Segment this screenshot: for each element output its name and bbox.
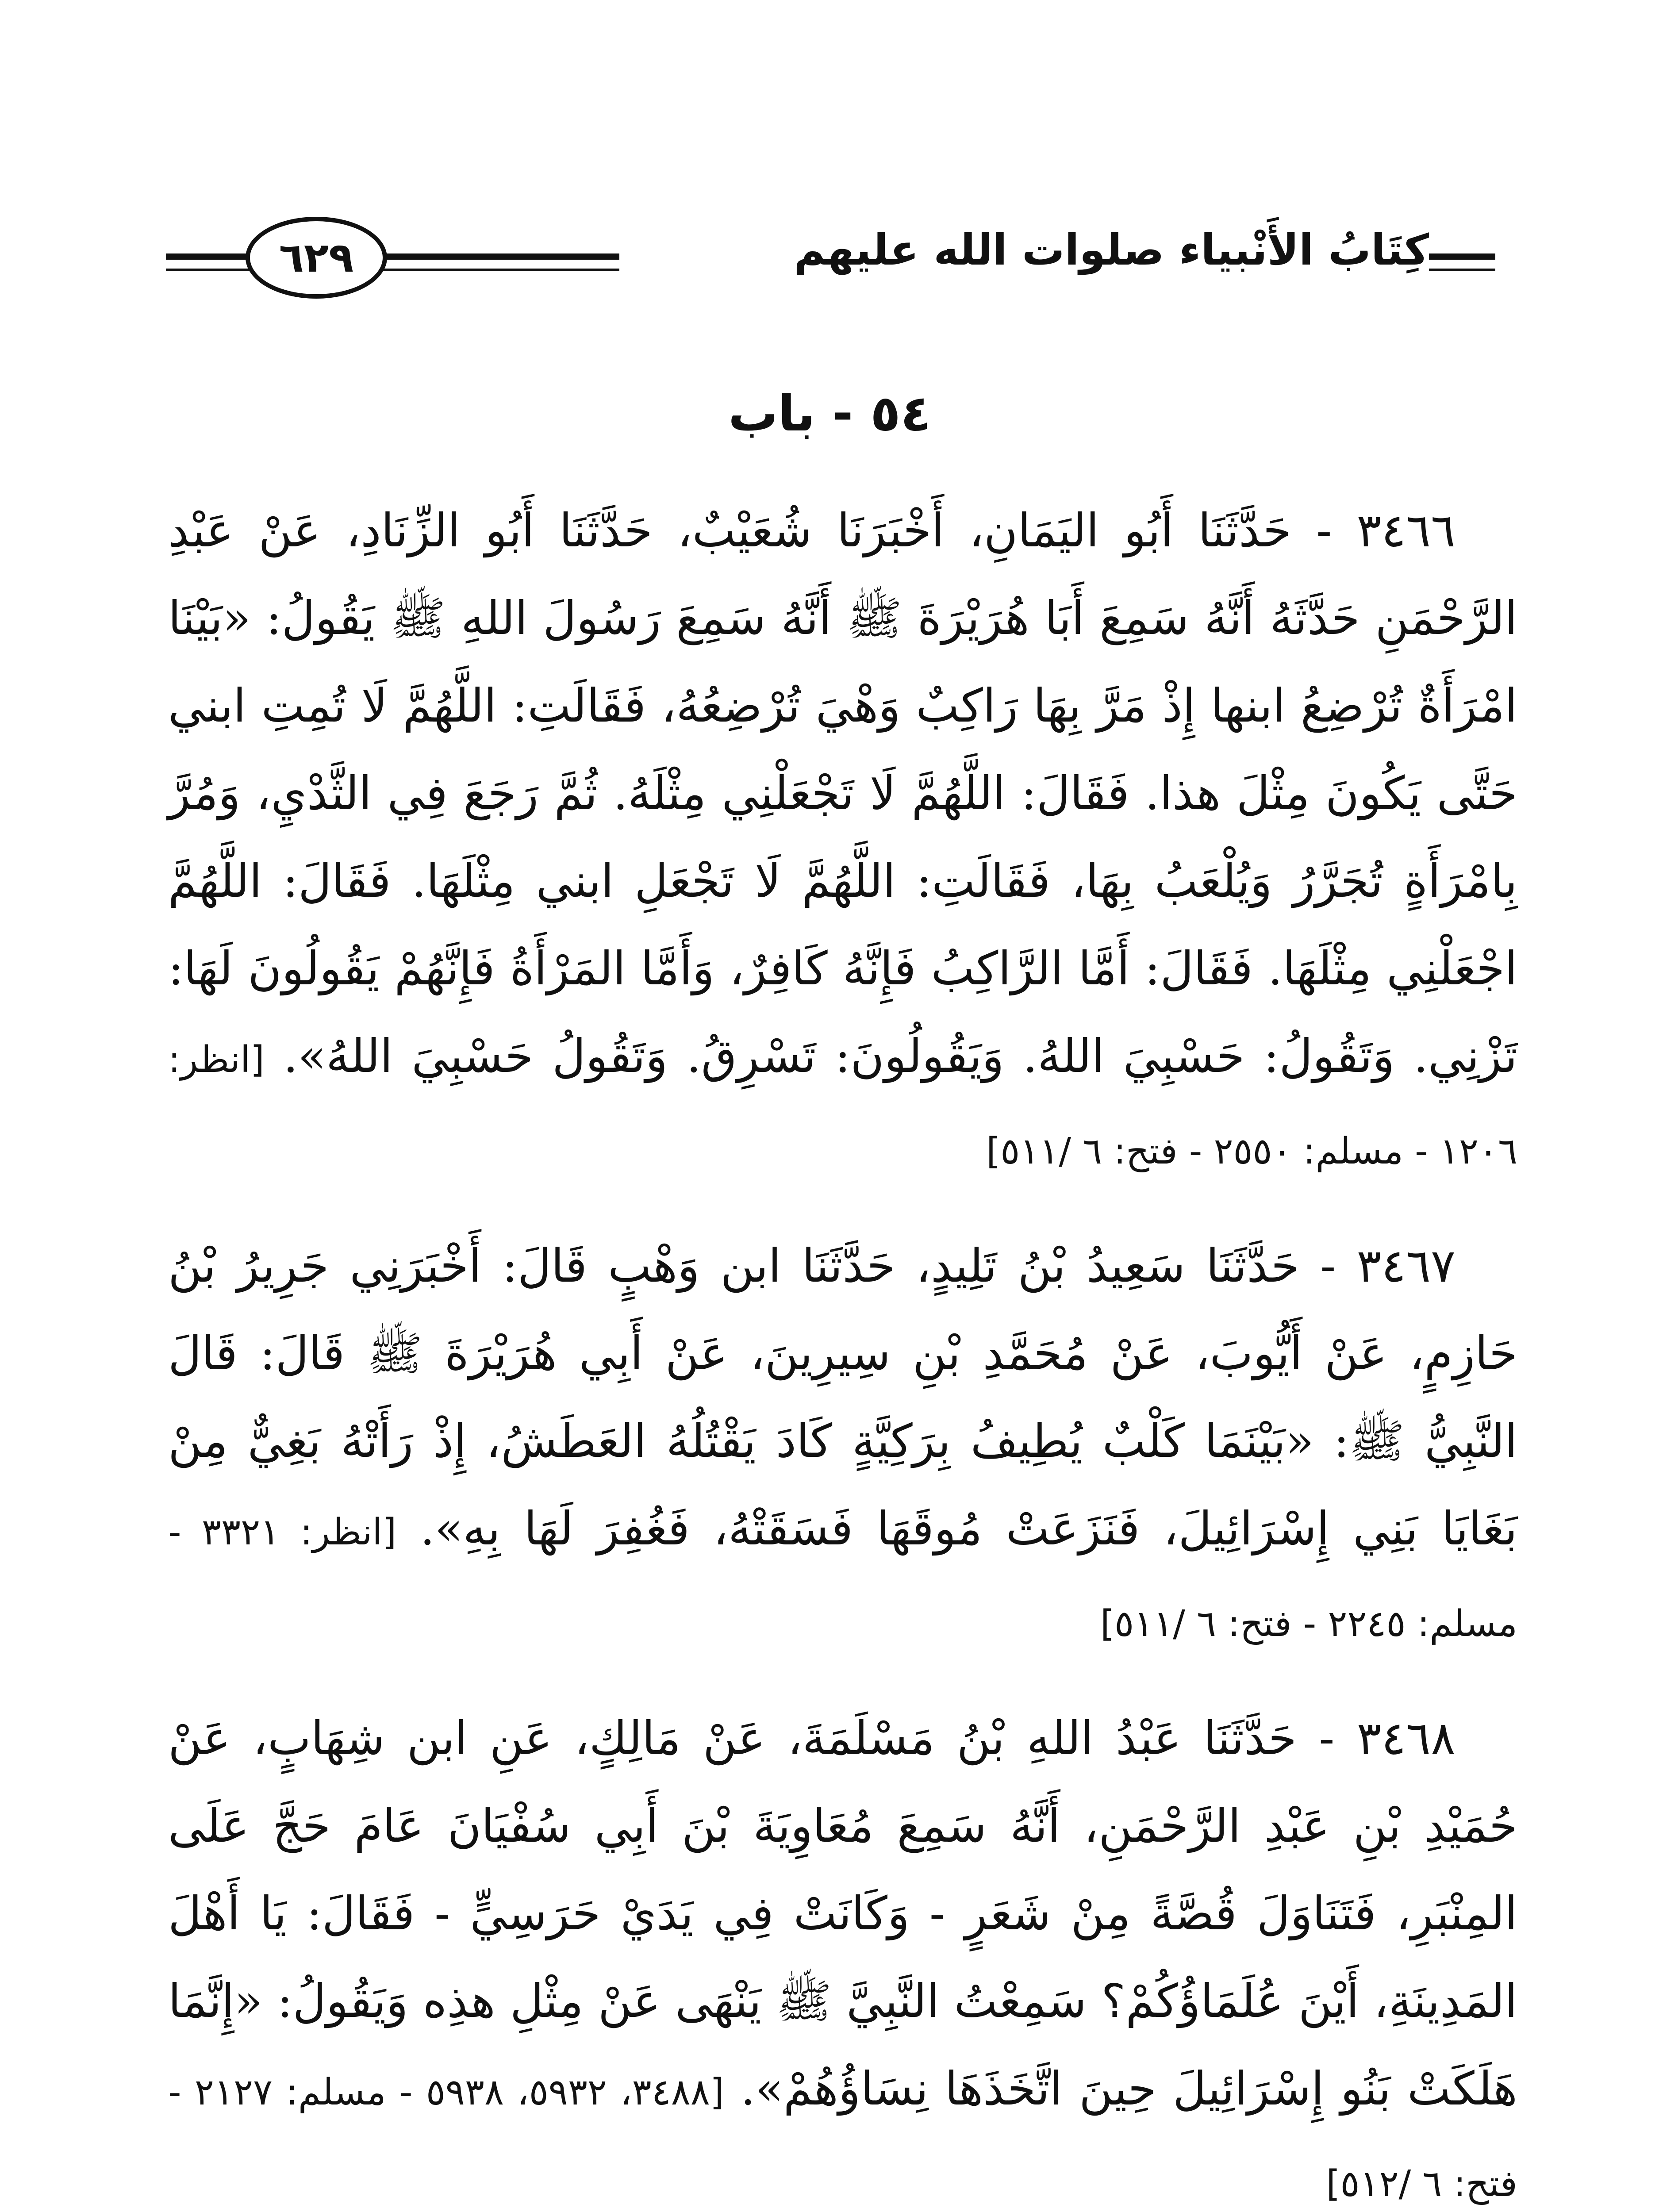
hadith-reference: [انظر: ١٢٠٦ - مسلم: ٢٥٥٠ - فتح: ٦ /٥١١] (168, 1039, 1517, 1172)
hadith-3468 (168, 1694, 1517, 2212)
hadith-text: ٣٤٦٨ - حَدَّثَنَا عَبْدُ اللهِ بْنُ مَسْلَمَةَ، عَنْ مَالِكٍ، عَنِ ابن شِهَابٍ، عَنْ حُمَيْدِ بْنِ عَبْدِ الرَّحْمَنِ، أَنَّهُ سَمِعَ مُعَاوِيَةَ بْنَ أَبِي سُفْيَانَ عَامَ حَجَّ عَلَى المِنْبَرِ، فَتَنَاوَلَ قُصَّةً مِنْ شَعَرٍ - وَكَانَتْ فِي يَدَيْ حَرَسِيٍّ - فَقَالَ: يَا أَهْلَ المَدِينَةِ، أَيْنَ عُلَمَاؤُكُمْ؟ سَمِعْتُ النَّبِيَّ ﷺ يَنْهَى عَنْ مِثْلِ هذِه وَيَقُولُ: «إِنَّمَا هَلَكَتْ بَنُو إِسْرَائِيلَ حِينَ اتَّخَذَهَا نِسَاؤُهُمْ». (168, 1711, 1517, 2116)
header-rule-left-thin (166, 269, 250, 271)
hadith-3466 (168, 487, 1517, 1195)
hadith-text: ٣٤٦٦ - حَدَّثَنَا أَبُو اليَمَانِ، أَخْبَرَنَا شُعَيْبٌ، حَدَّثَنَا أَبُو الزِّنَادِ، عَنْ عَبْدِ الرَّحْمَنِ حَدَّثَهُ أَنَّهُ سَمِعَ أَبَا هُرَيْرَةَ ﷺ أَنَّهُ سَمِعَ رَسُولَ اللهِ ﷺ يَقُولُ: «بَيْنَا امْرَأَةٌ تُرْضِعُ ابنها إِذْ مَرَّ بِهَا رَاكِبٌ وَهْيَ تُرْضِعُهُ، فَقَالَتِ: اللَّهُمَّ لَا تُمِتِ ابني حَتَّى يَكُونَ مِثْلَ هذا. فَقَالَ: اللَّهُمَّ لَا تَجْعَلْنِي مِثْلَهُ. ثُمَّ رَجَعَ فِي الثَّدْيِ، وَمُرَّ بِامْرَأَةٍ تُجَرَّرُ وَيُلْعَبُ بِهَا، فَقَالَتِ: اللَّهُمَّ لَا تَجْعَلِ ابني مِثْلَهَا. فَقَالَ: اللَّهُمَّ اجْعَلْنِي مِثْلَهَا. فَقَالَ: أَمَّا الرَّاكِبُ فَإِنَّهُ كَافِرٌ، وَأَمَّا المَرْأَةُ فَإِنَّهُمْ يَقُولُونَ لَهَا: تَزْنِي. وَتَقُولُ: حَسْبِيَ اللهُ. وَيَقُولُونَ: تَسْرِقُ. وَتَقُولُ حَسْبِيَ اللهُ». (168, 503, 1517, 1083)
page-number: ٦٢٩ (279, 234, 354, 281)
page-number-badge (246, 217, 387, 299)
running-header-title: كِتَابُ الأَنْبياء صلوات الله عليهم (619, 221, 1429, 279)
hadith-reference: [٣٤٨٨، ٥٩٣٢، ٥٩٣٨ - مسلم: ٢١٢٧ - فتح: ٦ /٥١٢] (168, 2071, 1517, 2205)
hadith-3467 (168, 1222, 1517, 1668)
hadith-text: ٣٤٦٧ - حَدَّثَنَا سَعِيدُ بْنُ تَلِيدٍ، حَدَّثَنَا ابن وَهْبٍ قَالَ: أَخْبَرَنِي جَرِيرُ بْنُ حَازِمٍ، عَنْ أَيُّوبَ، عَنْ مُحَمَّدِ بْنِ سِيرِينَ، عَنْ أَبِي هُرَيْرَةَ ﷺ قَالَ: قَالَ النَّبِيُّ ﷺ: «بَيْنَمَا كَلْبٌ يُطِيفُ بِرَكِيَّةٍ كَادَ يَقْتُلُهُ العَطَشُ، إِذْ رَأَتْهُ بَغِيٌّ مِنْ بَغَايَا بَنِي إِسْرَائِيلَ، فَنَزَعَتْ مُوقَهَا فَسَقَتْهُ، فَغُفِرَ لَهَا بِهِ». (168, 1239, 1517, 1555)
hadith-reference: [انظر: ٣٣٢١ - مسلم: ٢٢٤٥ - فتح: ٦ /٥١١] (168, 1511, 1517, 1645)
chapter-heading: ٥٤ - باب (728, 385, 931, 442)
header-rule-left-thick (166, 253, 250, 260)
hadith-body (168, 487, 1517, 2212)
